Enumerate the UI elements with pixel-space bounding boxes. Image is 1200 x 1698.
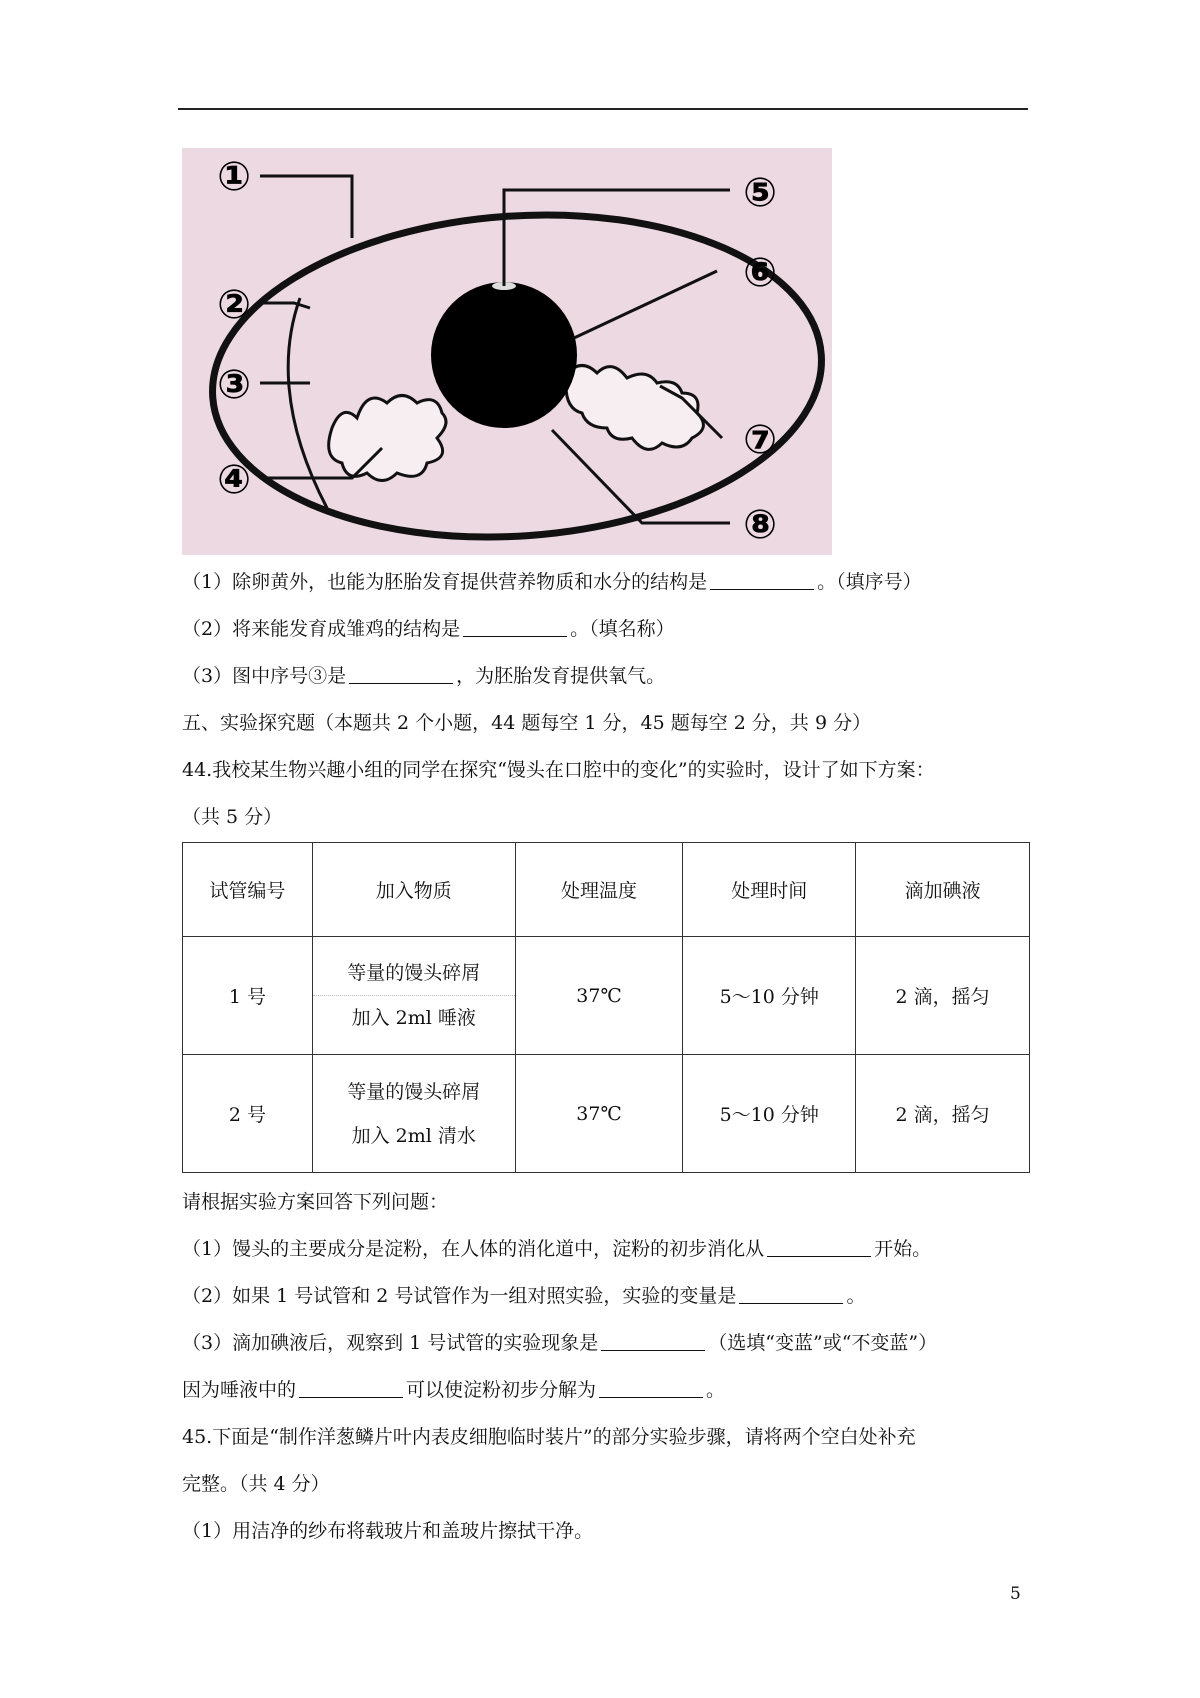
q44-1: （1）馒头的主要成分是淀粉，在人体的消化道中，淀粉的初步消化从 开始。 xyxy=(182,1238,932,1260)
page-number: 5 xyxy=(1010,1584,1021,1604)
label-2: ② xyxy=(217,282,251,328)
iodine: 2 滴，摇匀 xyxy=(856,1055,1030,1173)
q44-2: （2）如果 1 号试管和 2 号试管作为一组对照实验，实验的变量是 。 xyxy=(182,1285,866,1307)
egg-structure-figure xyxy=(182,148,832,555)
header-temperature: 处理温度 xyxy=(515,843,683,937)
table-header-row xyxy=(183,843,1030,937)
answer-blank[interactable] xyxy=(349,665,453,684)
substance-bottom: 加入 2ml 唾液 xyxy=(351,1007,476,1029)
leader-6 xyxy=(574,271,717,338)
q43-3: （3）图中序号③是 ，为胚胎发育提供氧气。 xyxy=(182,665,666,687)
q44-3: （3）滴加碘液后，观察到 1 号试管的实验现象是 （选填“变蓝”或“不变蓝”） xyxy=(182,1332,938,1354)
tube-id: 1 号 xyxy=(183,937,313,1055)
time: 5～10 分钟 xyxy=(683,937,856,1055)
table-row xyxy=(183,937,1030,1055)
q43-2: （2）将来能发育成雏鸡的结构是 。（填名称） xyxy=(182,618,675,640)
q45-intro-score: 完整。（共 4 分） xyxy=(182,1473,330,1495)
experiment-table xyxy=(182,842,1030,1173)
substance-bottom: 加入 2ml 清水 xyxy=(351,1124,476,1147)
leader-1 xyxy=(260,176,352,238)
q43-1: （1）除卵黄外，也能为胚胎发育提供营养物质和水分的结构是 。（填序号） xyxy=(182,571,922,593)
time: 5～10 分钟 xyxy=(683,1055,856,1173)
header-time: 处理时间 xyxy=(683,843,856,937)
header-rule xyxy=(178,108,1028,110)
label-1: ① xyxy=(217,154,251,200)
answer-blank[interactable] xyxy=(739,1285,843,1304)
header-substance: 加入物质 xyxy=(312,843,515,937)
answer-blank[interactable] xyxy=(710,571,814,590)
answer-blank[interactable] xyxy=(463,618,567,637)
yolk xyxy=(431,282,577,428)
section-5-title: 五、实验探究题（本题共 2 个小题，44 题每空 1 分，45 题每空 2 分，共 9 分） xyxy=(182,712,872,734)
temperature: 37℃ xyxy=(515,1055,683,1173)
q44-3-continued: 因为唾液中的 可以使淀粉初步分解为 。 xyxy=(182,1379,726,1401)
header-tube-id: 试管编号 xyxy=(183,843,313,937)
answer-blank[interactable] xyxy=(601,1332,705,1351)
answer-blank[interactable] xyxy=(299,1379,403,1398)
answer-blank[interactable] xyxy=(767,1238,871,1257)
q45-intro: 45.下面是“制作洋葱鳞片叶内表皮细胞临时装片”的部分实验步骤，请将两个空白处补充 xyxy=(182,1426,916,1448)
tube-id: 2 号 xyxy=(183,1055,313,1173)
label-6: ⑥ xyxy=(743,250,777,296)
q45-step-1: （1）用洁净的纱布将载玻片和盖玻片擦拭干净。 xyxy=(182,1520,594,1542)
label-8: ⑧ xyxy=(743,502,777,548)
q44-intro: 44.我校某生物兴趣小组的同学在探究“馒头在口腔中的变化”的实验时，设计了如下方案： xyxy=(182,759,935,781)
egg-diagram xyxy=(182,148,832,555)
iodine: 2 滴，摇匀 xyxy=(856,937,1030,1055)
temperature: 37℃ xyxy=(515,937,683,1055)
chalaza-right xyxy=(566,366,703,450)
leader-2 xyxy=(260,303,310,308)
label-7: ⑦ xyxy=(743,417,777,463)
label-4: ④ xyxy=(217,457,251,503)
substance-cell xyxy=(312,1055,515,1173)
answer-blank[interactable] xyxy=(599,1379,703,1398)
substance-top: 等量的馒头碎屑 xyxy=(313,951,515,996)
chalaza-left xyxy=(329,396,446,481)
q44-prompt: 请根据实验方案回答下列问题： xyxy=(182,1191,449,1213)
label-3: ③ xyxy=(217,362,251,408)
table-row xyxy=(183,1055,1030,1173)
substance-cell xyxy=(312,937,515,1055)
substance-top: 等量的馒头碎屑 xyxy=(347,1080,481,1103)
label-5: ⑤ xyxy=(743,170,777,216)
header-iodine: 滴加碘液 xyxy=(856,843,1030,937)
q44-intro-score: （共 5 分） xyxy=(182,806,283,828)
